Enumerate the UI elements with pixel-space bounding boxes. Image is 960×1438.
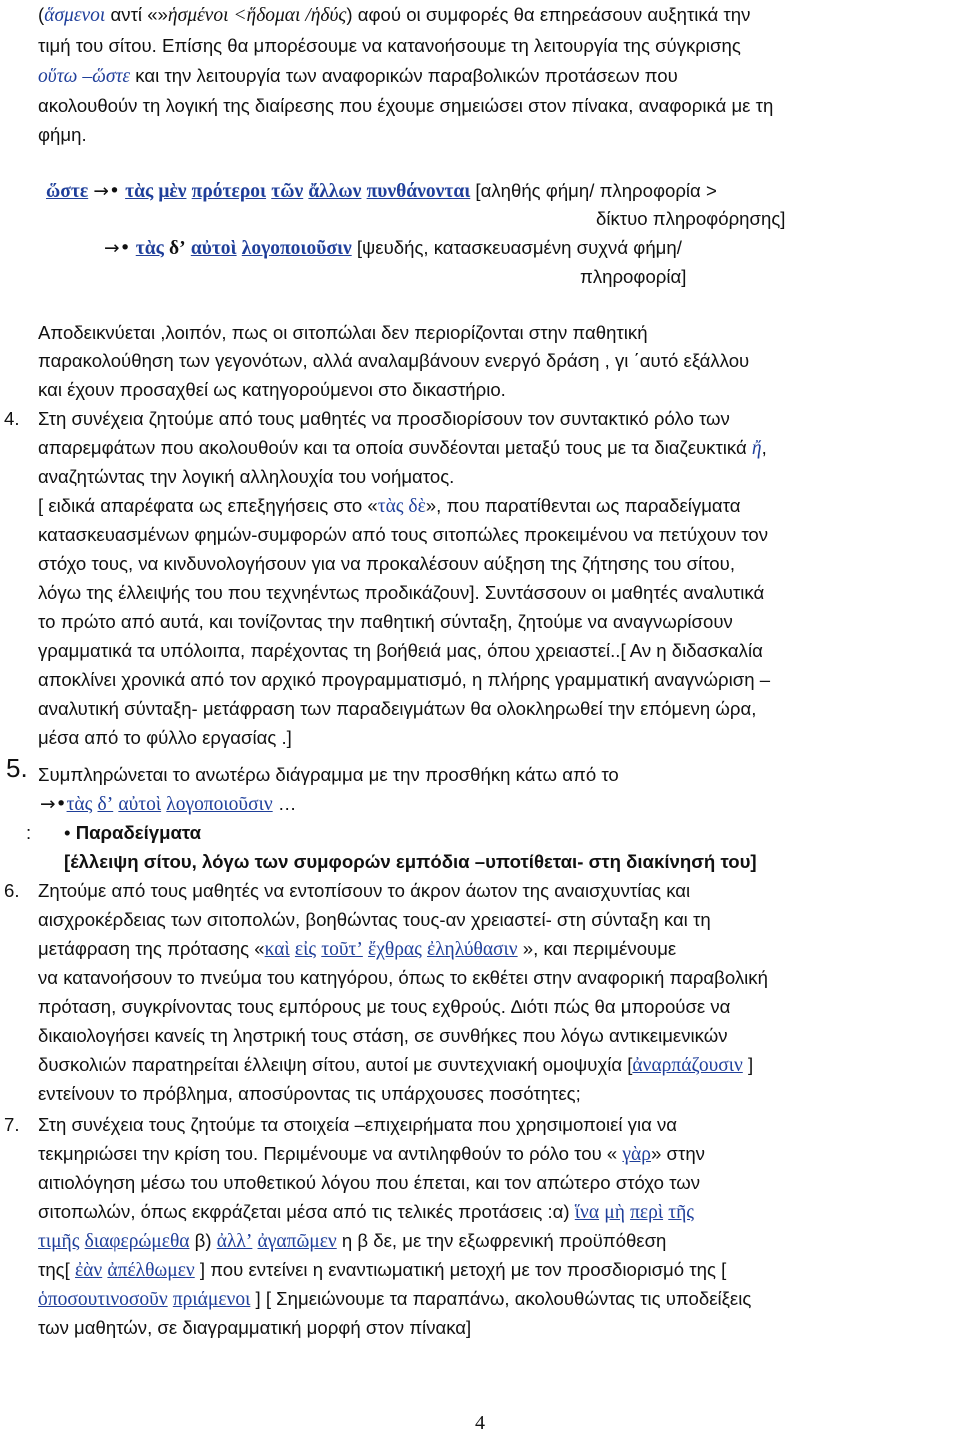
- text-line: των μαθητών, σε διαγραμματική μορφή στον πίνακα]: [38, 1317, 472, 1338]
- greek-word: ἔχθρας: [368, 939, 422, 960]
- text-line: [38, 491, 943, 521]
- text-line: και έχουν προσαχθεί ως κατηγορούμενοι στο δικαστήριο.: [38, 379, 506, 400]
- text-line: [38, 1197, 943, 1227]
- greek-word: ὥστε: [46, 181, 89, 202]
- greek-word: ἀναρπάζουσιν: [632, 1055, 743, 1076]
- greek-word: ἐληλύθασιν: [427, 939, 518, 960]
- greek-word: ἐὰν: [74, 1260, 103, 1281]
- greek-word: τὰς: [66, 794, 93, 815]
- text-line: φήμη.: [38, 124, 87, 145]
- text-line: [38, 1284, 943, 1314]
- greek-word: αὐτοὶ: [118, 794, 162, 815]
- text-span: ]: [742, 1054, 754, 1075]
- text-span: ,: [761, 437, 767, 458]
- greek-word: πυνθάνονται: [366, 181, 471, 202]
- greek-word: τὰς δὲ: [377, 496, 426, 517]
- text-line: Ζητούμε από τους μαθητές να εντοπίσουν το άκρον άωτον της αναισχυντίας και: [38, 880, 691, 901]
- text-line: [38, 61, 943, 91]
- text-line: Συμπληρώνεται το ανωτέρω διάγραμμα με την προσθήκη κάτω από το: [38, 764, 619, 785]
- item-number: 5.: [6, 753, 28, 783]
- arrow-icon: →•: [40, 794, 67, 815]
- text-span: …: [272, 793, 297, 814]
- text-line: μέσα από το φύλλο εργασίας .]: [38, 727, 292, 748]
- text-span: απαρεμφάτων που ακολουθούν και τα οποία συνδέονται μεταξύ τους με τα διαζευκτικά: [38, 437, 752, 458]
- text-line: γραμματικά τα υπόλοιπα, παρέχοντας τη βοήθειά μας, όπου χρειαστεί..[ Αν η διδασκαλία: [38, 640, 763, 661]
- text-span: ] [ Σημειώνουμε τα παραπάνω, ακολουθώντας τις υποδείξεις: [250, 1288, 752, 1309]
- greek-word: ἀγαπῶμεν: [257, 1231, 337, 1252]
- text-line: [38, 1139, 943, 1169]
- text-line: αποκλίνει χρονικά από τον αρχικό προγραμματισμό, η πλήρης γραμματική αναγνώριση –: [38, 669, 771, 690]
- diagram-line-1: [46, 176, 951, 206]
- colon: :: [26, 822, 32, 843]
- examples-heading: Παραδείγματα: [75, 822, 202, 843]
- greek-word: τὰς: [125, 181, 154, 202]
- text-line: πρόταση, συγκρίνοντας τους εμπόρους με τους εχθρούς. ∆ιότι πώς θα μπορούσε να: [38, 996, 731, 1017]
- greek-word: εἰς: [294, 939, 317, 960]
- greek-word: ἅσμενοι: [44, 5, 106, 26]
- text-span: ] που εντείνει η εναντιωματική μετοχή με τον προσδιορισμό της [: [194, 1259, 727, 1280]
- greek-word: τῆς: [668, 1202, 695, 1223]
- text-line: παρακολούθηση των γεγονότων, αλλά αναλαμβάνουν ενεργό δράση , γι ΄αυτό εξάλλου: [38, 350, 750, 371]
- diagram-note: [αληθής φήμη/ πληροφορία >: [475, 180, 717, 201]
- diagram-line-2: [104, 233, 960, 263]
- text-line: [38, 934, 943, 964]
- greek-word: ἤ: [751, 438, 762, 459]
- item-number: 7.: [4, 1114, 20, 1135]
- text-line: στόχο τους, να κινδυνολογήσουν για να προκαλέσουν αύξηση της ζήτησης του σίτου,: [38, 553, 735, 574]
- text-span: αντί «»: [105, 4, 168, 25]
- text-line: τιμή του σίτου. Επίσης θα μπορέσουμε να κατανοήσουμε τη λειτουργία της σύγκρισης: [38, 35, 741, 56]
- diagram-note: δίκτυο πληροφόρησης]: [596, 208, 786, 229]
- text-span: μετάφραση της πρότασης «: [38, 938, 265, 959]
- item-number: 6.: [4, 880, 20, 901]
- greek-word: πριάμενοι: [172, 1289, 251, 1310]
- text-line: εντείνουν το πρόβλημα, αποσύροντας τις υπάρχουσες ποσότητες;: [38, 1083, 581, 1104]
- greek-word: πρότεροι: [191, 181, 267, 202]
- arrow-icon: →•: [93, 181, 120, 202]
- greek-word: τῶν: [271, 181, 304, 202]
- text-line: αισχροκέρδειας των σιτοπολών, βοηθώντας τους-αν χρειαστεί- στη σύνταξη και τη: [38, 909, 711, 930]
- text-line: [38, 1226, 943, 1256]
- greek-word: καὶ: [264, 939, 290, 960]
- bullet-icon: •: [64, 822, 71, 843]
- text-span: », που παρατίθενται ως παραδείγματα: [425, 495, 741, 516]
- greek-word: τὰς: [135, 238, 164, 259]
- item-number: 4.: [4, 408, 20, 429]
- text-line: λόγω της έλλειψής του που τεχνηέντως προδικάζουν]. Συντάσσουν οι μαθητές αναλυτικά: [38, 582, 765, 603]
- text-span: και την λειτουργία των αναφορικών παραβολικών προτάσεων που: [130, 65, 678, 86]
- greek-word: περὶ: [630, 1202, 664, 1223]
- greek-word: ἀπέλθωμεν: [107, 1260, 195, 1281]
- diagram-note: πληροφορία]: [580, 266, 687, 287]
- text-line: [38, 0, 943, 30]
- greek-word: τοῦτ’: [321, 939, 363, 960]
- greek-word: αὐτοὶ: [190, 238, 237, 259]
- text-line: κατασκευασμένων φημών-συμφορών από τους σιτοπώλες προκειμένου να πετύχουν τον: [38, 524, 769, 545]
- text-span: ) αφού οι συμφορές θα επηρεάσουν αυξητικά την: [346, 4, 751, 25]
- text-line: [38, 1255, 943, 1285]
- text-line: αναλυτική σύνταξη- μετάφραση των παραδειγμάτων θα ολοκληρωθεί την επόμενη ώρα,: [38, 698, 757, 719]
- text-span: β): [189, 1230, 217, 1251]
- greek-word: μὴ: [604, 1202, 625, 1223]
- text-span: δυσκολιών παρατηρείται έλλειψη σίτου, αυτοί με συντεχνιακή ομοψυχία [: [38, 1054, 633, 1075]
- text-line: [40, 789, 945, 819]
- text-span: (: [38, 4, 45, 25]
- text-line: το πρώτο από αυτά, και τονίζοντας την παθητική σύνταξη, ζητούμε να αναγνωρίσουν: [38, 611, 733, 632]
- text-line: ακολουθούν τη λογική της διαίρεσης που έχουμε σημειώσει στον πίνακα, αναφορικά με τη: [38, 95, 774, 116]
- greek-word: οὕτω –ὥστε: [38, 66, 131, 87]
- greek-word: ὁποσουτινοσοῦν: [38, 1289, 168, 1310]
- greek-word: λογοποιοῦσιν: [166, 794, 273, 815]
- text-line: Αποδεικνύεται ,λοιπόν, πως οι σιτοπώλαι δεν περιορίζονται στην παθητική: [38, 322, 648, 343]
- greek-word: τιμῆς: [38, 1231, 80, 1252]
- greek-word: δ’: [169, 238, 186, 259]
- text-line: Στη συνέχεια ζητούμε από τους μαθητές να προσδιορίσουν τον συντακτικό ρόλο των: [38, 408, 730, 429]
- text-line: αιτιολόγηση μέσω του υποθετικού λόγου που έπεται, και τον απώτερο στόχο των: [38, 1172, 701, 1193]
- text-span: σιτοπωλών, όπως εκφράζεται μέσα από τις τελικές προτάσεις :α): [38, 1201, 575, 1222]
- text-line: αναζητώντας την λογική αλληλουχία του νοήματος.: [38, 466, 455, 487]
- greek-word: δ’: [97, 794, 114, 815]
- examples-bracket: [έλλειψη σίτου, λόγω των συμφορών εμπόδια –υποτίθεται- στη διακίνησή του]: [64, 851, 757, 872]
- greek-word: ἡσμένοι <ἥδομαι /ἡδύς: [167, 5, 347, 26]
- greek-word: μὲν: [158, 181, 187, 202]
- greek-word: διαφερώμεθα: [84, 1231, 190, 1252]
- diagram-note: [ψευδής, κατασκευασμένη συχνά φήμη/: [356, 237, 682, 258]
- text-line: δικαιολογήσει κανείς τη ληστρική τους στάση, σε συνθήκες που λόγω αντικειμενικών: [38, 1025, 728, 1046]
- text-line: [38, 1050, 943, 1080]
- text-span: [ ειδικά απαρέφατα ως επεξηγήσεις στο «: [38, 495, 378, 516]
- text-span: της[: [38, 1259, 75, 1280]
- greek-word: λογοποιοῦσιν: [241, 238, 352, 259]
- greek-word: ἄλλων: [308, 181, 362, 202]
- text-line: να κατανοήσουν το πνεύμα του κατηγόρου, όπως το εκθέτει στην αναφορική παραβολική: [38, 967, 768, 988]
- text-span: η β δε, με την εξωφρενική προϋπόθεση: [336, 1230, 667, 1251]
- text-span: », και περιμένουμε: [517, 938, 677, 959]
- greek-word: γὰρ: [622, 1144, 651, 1165]
- greek-word: ἵνα: [574, 1202, 600, 1223]
- greek-word: ἀλλ’: [216, 1231, 253, 1252]
- text-line: [38, 433, 943, 463]
- text-line: [64, 818, 960, 847]
- page-number: 4: [475, 1412, 485, 1434]
- arrow-icon: →•: [104, 238, 131, 259]
- text-line: Στη συνέχεια τους ζητούμε τα στοιχεία –επιχειρήματα που χρησιμοποιεί για να: [38, 1114, 678, 1135]
- text-span: τεκμηριώσει την κρίση του. Περιμένουμε να αντιληφθούν το ρόλο του «: [38, 1143, 623, 1164]
- text-span: » στην: [651, 1143, 705, 1164]
